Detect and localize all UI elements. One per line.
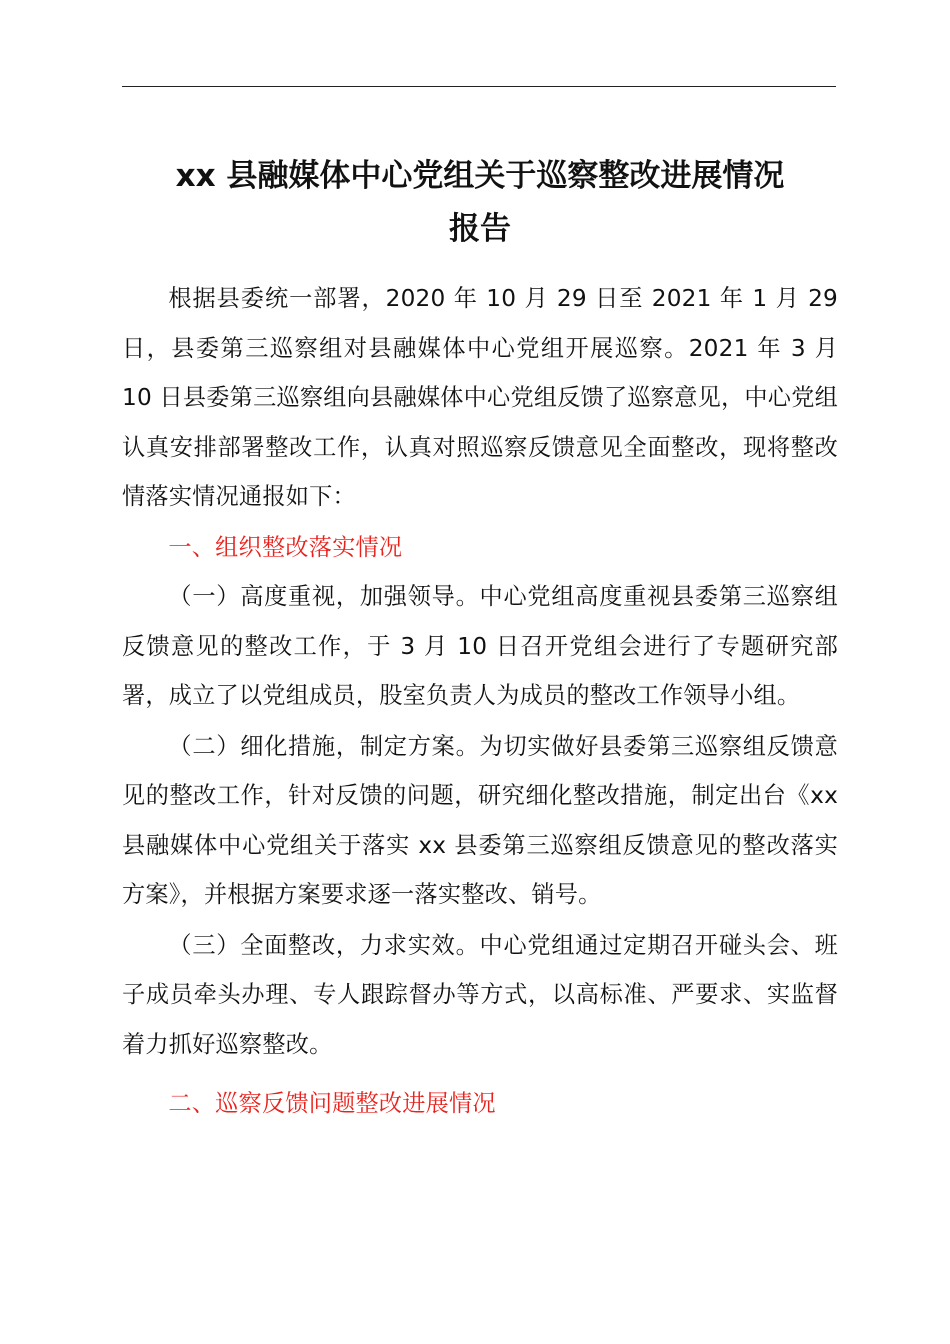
title-line-2: 报告 [449, 211, 511, 247]
document-body [122, 274, 838, 1129]
section-heading-2: 二、巡察反馈问题整改进展情况 [168, 1090, 496, 1117]
title-line-1: xx 县融媒体中心党组关于巡察整改进展情况 [175, 158, 785, 194]
paragraph-2: （二）细化措施，制定方案。为切实做好县委第三巡察组反馈意见的整改工作，针对反馈的问题，研究细化整改措施，制定出台《xx 县融媒体中心党组关于落实 xx 县委第三巡察组反馈意见的整改落实方案》，并根据方案要求逐一落实整改、销号。 [122, 732, 838, 908]
document-title [100, 150, 860, 256]
paragraph-1: （一）高度重视，加强领导。中心党组高度重视县委第三巡察组反馈意见的整改工作，于 3 月 10 日召开党组会进行了专题研究部署，成立了以党组成员，股室负责人为成员的整改工作领导小组。 [122, 583, 838, 709]
paragraph-3: （三）全面整改，力求实效。中心党组通过定期召开碰头会、班子成员牵头办理、专人跟踪督办等方式，以高标准、严要求、实监督着力抓好巡察整改。 [122, 931, 838, 1058]
intro-paragraph: 根据县委统一部署，2020 年 10 月 29 日至 2021 年 1 月 29 日，县委第三巡察组对县融媒体中心党组开展巡察。2021 年 3 月 10 日县委第三巡察组向县融媒体中心党组反馈了巡察意见，中心党组认真安排部署整改工作，认真对照巡察反馈意见全面整改，现将整改情落实情况通报如下： [122, 285, 838, 510]
section-heading-1: 一、组织整改落实情况 [168, 533, 403, 561]
header-rule [122, 86, 836, 87]
